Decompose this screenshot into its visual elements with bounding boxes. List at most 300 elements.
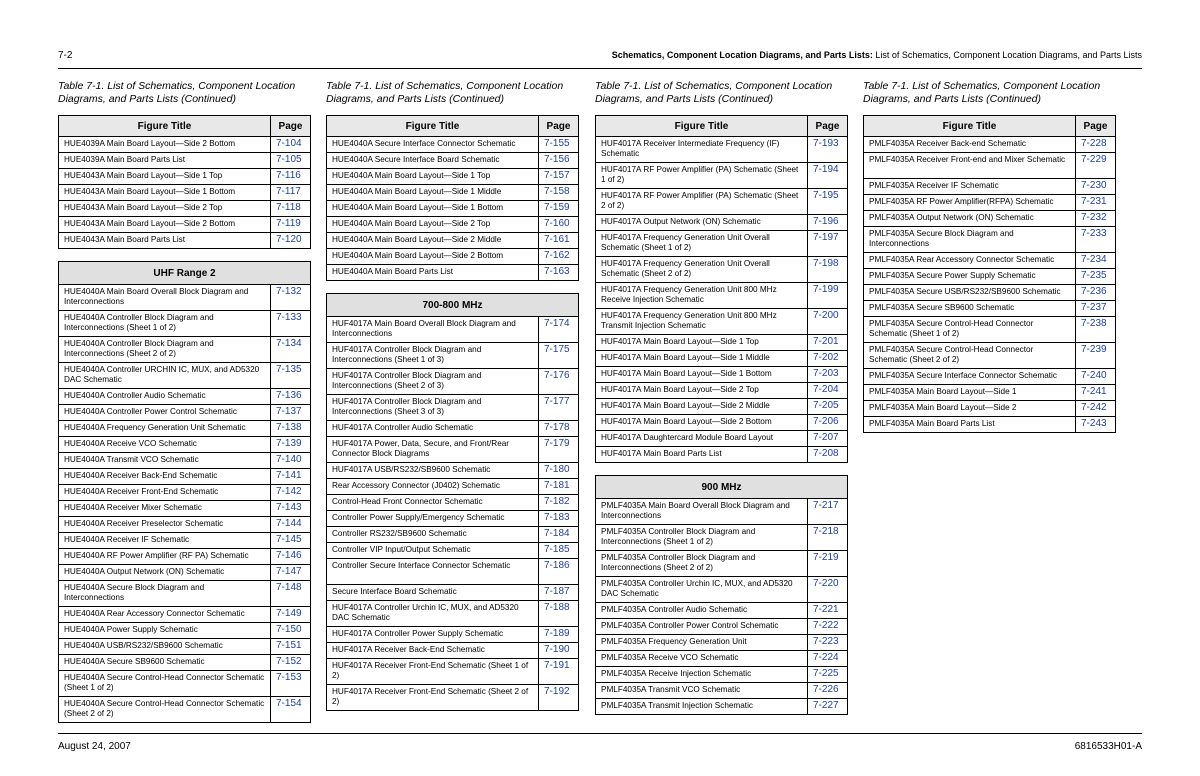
table-row xyxy=(596,551,848,577)
page-link[interactable]: 7-146 xyxy=(271,549,311,565)
table-row xyxy=(59,549,311,565)
table-row xyxy=(864,385,1116,401)
table-row xyxy=(596,351,848,367)
page-link[interactable]: 7-117 xyxy=(271,185,311,201)
table-row xyxy=(59,201,311,217)
page-link[interactable]: 7-154 xyxy=(271,697,311,723)
figure-title: PMLF4035A Transmit Injection Schematic xyxy=(596,699,808,715)
page-link[interactable]: 7-204 xyxy=(808,383,848,399)
figure-title: HUE4040A Secure Control-Head Connector Schematic (Sheet 1 of 2) xyxy=(59,671,271,697)
figure-title: HUF4017A Receiver Intermediate Frequency (IF) Schematic xyxy=(596,137,808,163)
page-link[interactable]: 7-225 xyxy=(808,667,848,683)
table-row xyxy=(596,309,848,335)
figure-title: HUE4040A Output Network (ON) Schematic xyxy=(59,565,271,581)
page-link[interactable]: 7-160 xyxy=(539,217,579,233)
table-caption: Table 7-1. List of Schematics, Component Location Diagrams, and Parts Lists (Continued) xyxy=(863,80,1101,105)
table-row xyxy=(327,601,579,627)
page-link[interactable]: 7-161 xyxy=(539,233,579,249)
figure-title: HUF4017A Frequency Generation Unit Overall Schematic (Sheet 1 of 2) xyxy=(596,231,808,257)
table-row xyxy=(864,285,1116,301)
page-link[interactable]: 7-141 xyxy=(271,469,311,485)
table-row xyxy=(327,463,579,479)
figure-list-table xyxy=(326,115,579,281)
table-row xyxy=(864,137,1116,153)
page-link[interactable]: 7-181 xyxy=(539,479,579,495)
figure-title: HUE4043A Main Board Parts List xyxy=(59,233,271,249)
page-link[interactable]: 7-219 xyxy=(808,551,848,577)
page-link[interactable]: 7-197 xyxy=(808,231,848,257)
page-link[interactable]: 7-105 xyxy=(271,153,311,169)
figure-list-table xyxy=(595,475,848,715)
table-row xyxy=(59,437,311,453)
column-header-figure-title: Figure Title xyxy=(596,116,808,137)
page-link[interactable]: 7-177 xyxy=(539,395,579,421)
table-row xyxy=(327,201,579,217)
page-link[interactable]: 7-239 xyxy=(1076,343,1116,369)
page-link[interactable]: 7-218 xyxy=(808,525,848,551)
table-row xyxy=(864,301,1116,317)
page-link[interactable]: 7-153 xyxy=(271,671,311,697)
figure-title: HUF4017A Receiver Front-End Schematic (Sheet 2 of 2) xyxy=(327,685,539,711)
page-link[interactable]: 7-200 xyxy=(808,309,848,335)
figure-title: PMLF4035A RF Power Amplifier(RFPA) Schematic xyxy=(864,195,1076,211)
figure-title: PMLF4035A Transmit VCO Schematic xyxy=(596,683,808,699)
figure-title: PMLF4035A Controller Urchin IC, MUX, and AD5320 DAC Schematic xyxy=(596,577,808,603)
figure-title: PMLF4035A Secure SB9600 Schematic xyxy=(864,301,1076,317)
figure-title: PMLF4035A Controller Block Diagram and Interconnections (Sheet 2 of 2) xyxy=(596,551,808,577)
page-link[interactable]: 7-185 xyxy=(539,543,579,559)
table-row xyxy=(59,485,311,501)
figure-title: HUE4040A Main Board Layout—Side 1 Bottom xyxy=(327,201,539,217)
figure-title: HUF4017A Controller Block Diagram and Interconnections (Sheet 1 of 3) xyxy=(327,343,539,369)
figure-title: HUF4017A Main Board Layout—Side 1 Top xyxy=(596,335,808,351)
figure-title: HUF4017A Controller Block Diagram and Interconnections (Sheet 2 of 3) xyxy=(327,369,539,395)
table-row xyxy=(59,671,311,697)
table-row xyxy=(596,137,848,163)
table-row xyxy=(327,479,579,495)
figure-title: PMLF4035A Main Board Layout—Side 1 xyxy=(864,385,1076,401)
running-header xyxy=(612,50,1142,60)
table-row xyxy=(59,623,311,639)
figure-title: HUF4017A RF Power Amplifier (PA) Schematic (Sheet 2 of 2) xyxy=(596,189,808,215)
figure-title: HUF4017A Frequency Generation Unit 800 MHz Transmit Injection Schematic xyxy=(596,309,808,335)
table-row xyxy=(327,317,579,343)
page-link[interactable]: 7-155 xyxy=(539,137,579,153)
table-row xyxy=(596,231,848,257)
table-row xyxy=(864,179,1116,195)
page-link[interactable]: 7-140 xyxy=(271,453,311,469)
page-link[interactable]: 7-179 xyxy=(539,437,579,463)
page-link[interactable]: 7-202 xyxy=(808,351,848,367)
figure-title: HUF4017A Main Board Layout—Side 2 Top xyxy=(596,383,808,399)
page-link[interactable]: 7-145 xyxy=(271,533,311,549)
page-link[interactable]: 7-116 xyxy=(271,169,311,185)
figure-title: HUF4017A Main Board Parts List xyxy=(596,447,808,463)
table-row xyxy=(327,343,579,369)
figure-title: HUF4017A RF Power Amplifier (PA) Schematic (Sheet 1 of 2) xyxy=(596,163,808,189)
table-row xyxy=(59,137,311,153)
page-link[interactable]: 7-186 xyxy=(539,559,579,585)
table-row xyxy=(596,667,848,683)
column-header-page: Page xyxy=(539,116,579,137)
table-row xyxy=(59,311,311,337)
figure-title: HUF4017A Output Network (ON) Schematic xyxy=(596,215,808,231)
page-link[interactable]: 7-235 xyxy=(1076,269,1116,285)
table-row xyxy=(59,421,311,437)
figure-title: HUE4040A Secure SB9600 Schematic xyxy=(59,655,271,671)
page-link[interactable]: 7-193 xyxy=(808,137,848,163)
figure-list-table xyxy=(58,261,311,723)
page-link[interactable]: 7-231 xyxy=(1076,195,1116,211)
table-row xyxy=(864,369,1116,385)
figure-title: HUF4017A Controller Urchin IC, MUX, and AD5320 DAC Schematic xyxy=(327,601,539,627)
page-link[interactable]: 7-157 xyxy=(539,169,579,185)
column-header-page: Page xyxy=(808,116,848,137)
header-rule xyxy=(58,68,1142,69)
footer-doc-id: 6816533H01-A xyxy=(1074,741,1142,752)
figure-title: HUE4039A Main Board Layout—Side 2 Bottom xyxy=(59,137,271,153)
table-row xyxy=(864,343,1116,369)
page-link[interactable]: 7-224 xyxy=(808,651,848,667)
figure-title: HUE4043A Main Board Layout—Side 1 Top xyxy=(59,169,271,185)
figure-title: PMLF4035A Main Board Layout—Side 2 xyxy=(864,401,1076,417)
page-link[interactable]: 7-174 xyxy=(539,317,579,343)
page-link[interactable]: 7-190 xyxy=(539,643,579,659)
figure-title: HUE4040A Controller URCHIN IC, MUX, and AD5320 DAC Schematic xyxy=(59,363,271,389)
figure-title: Controller RS232/SB9600 Schematic xyxy=(327,527,539,543)
table-row xyxy=(596,215,848,231)
table-row xyxy=(327,685,579,711)
table-row xyxy=(327,585,579,601)
figure-title: PMLF4035A Controller Block Diagram and Interconnections (Sheet 1 of 2) xyxy=(596,525,808,551)
figure-title: PMLF4035A Secure Control-Head Connector Schematic (Sheet 1 of 2) xyxy=(864,317,1076,343)
table-row xyxy=(596,603,848,619)
table-row xyxy=(327,527,579,543)
page-link[interactable]: 7-198 xyxy=(808,257,848,283)
page-link[interactable]: 7-208 xyxy=(808,447,848,463)
figure-title: HUE4040A USB/RS232/SB9600 Schematic xyxy=(59,639,271,655)
table-row xyxy=(59,169,311,185)
page-link[interactable]: 7-136 xyxy=(271,389,311,405)
page-link[interactable]: 7-203 xyxy=(808,367,848,383)
page-link[interactable]: 7-191 xyxy=(539,659,579,685)
running-header-title: List of Schematics, Component Location Diagrams, and Parts Lists xyxy=(872,50,1142,60)
table-row xyxy=(327,249,579,265)
page-link[interactable]: 7-159 xyxy=(539,201,579,217)
table-row xyxy=(59,337,311,363)
page-link[interactable]: 7-220 xyxy=(808,577,848,603)
figure-title: HUF4017A Main Board Layout—Side 2 Bottom xyxy=(596,415,808,431)
page-link[interactable]: 7-234 xyxy=(1076,253,1116,269)
table-row xyxy=(59,405,311,421)
figure-title: HUE4040A Controller Block Diagram and Interconnections (Sheet 2 of 2) xyxy=(59,337,271,363)
figure-title: HUE4040A Main Board Layout—Side 2 Middle xyxy=(327,233,539,249)
figure-title: HUF4017A Frequency Generation Unit 800 MHz Receive Injection Schematic xyxy=(596,283,808,309)
page-link[interactable]: 7-183 xyxy=(539,511,579,527)
column-header-figure-title: Figure Title xyxy=(864,116,1076,137)
figure-title: HUF4017A Controller Power Supply Schematic xyxy=(327,627,539,643)
table-row xyxy=(59,639,311,655)
table-row xyxy=(59,607,311,623)
table-row xyxy=(327,421,579,437)
figure-title: PMLF4035A Controller Audio Schematic xyxy=(596,603,808,619)
page-link[interactable]: 7-152 xyxy=(271,655,311,671)
table-row xyxy=(59,655,311,671)
figure-title: HUF4017A Power, Data, Secure, and Front/Rear Connector Block Diagrams xyxy=(327,437,539,463)
figure-list-table xyxy=(863,115,1116,433)
figure-title: Control-Head Front Connector Schematic xyxy=(327,495,539,511)
page-link[interactable]: 7-236 xyxy=(1076,285,1116,301)
page-link[interactable]: 7-243 xyxy=(1076,417,1116,433)
page-link[interactable]: 7-180 xyxy=(539,463,579,479)
figure-title: HUE4040A Secure Block Diagram and Interconnections xyxy=(59,581,271,607)
page-link[interactable]: 7-192 xyxy=(539,685,579,711)
page-link[interactable]: 7-207 xyxy=(808,431,848,447)
page-link[interactable]: 7-233 xyxy=(1076,227,1116,253)
table-row xyxy=(864,317,1116,343)
table-row xyxy=(327,659,579,685)
page-link[interactable]: 7-194 xyxy=(808,163,848,189)
table-row xyxy=(596,283,848,309)
figure-title: PMLF4035A Main Board Overall Block Diagram and Interconnections xyxy=(596,499,808,525)
table-row xyxy=(59,363,311,389)
page-link[interactable]: 7-227 xyxy=(808,699,848,715)
footer-rule xyxy=(58,733,1142,734)
table-row xyxy=(596,189,848,215)
page-link[interactable]: 7-156 xyxy=(539,153,579,169)
table-column xyxy=(595,80,847,727)
figure-title: PMLF4035A Secure Interface Connector Schematic xyxy=(864,369,1076,385)
figure-list-table xyxy=(58,115,311,249)
figure-title: HUF4017A Frequency Generation Unit Overall Schematic (Sheet 2 of 2) xyxy=(596,257,808,283)
page-link[interactable]: 7-188 xyxy=(539,601,579,627)
page-link[interactable]: 7-175 xyxy=(539,343,579,369)
table-row xyxy=(327,395,579,421)
section-header: 900 MHz xyxy=(596,476,848,499)
figure-list-table xyxy=(595,115,848,463)
table-row xyxy=(596,699,848,715)
figure-title: HUE4040A Controller Audio Schematic xyxy=(59,389,271,405)
table-caption: Table 7-1. List of Schematics, Component Location Diagrams, and Parts Lists (Continued) xyxy=(58,80,296,105)
table-row xyxy=(59,389,311,405)
table-row xyxy=(596,415,848,431)
page-link[interactable]: 7-184 xyxy=(539,527,579,543)
figure-title: HUE4040A Receive VCO Schematic xyxy=(59,437,271,453)
running-header-section: Schematics, Component Location Diagrams, and Parts Lists: xyxy=(611,50,873,60)
figure-title: HUE4040A Receiver IF Schematic xyxy=(59,533,271,549)
figure-title: PMLF4035A Receive Injection Schematic xyxy=(596,667,808,683)
figure-title: PMLF4035A Secure Control-Head Connector Schematic (Sheet 2 of 2) xyxy=(864,343,1076,369)
column-header-figure-title: Figure Title xyxy=(59,116,271,137)
table-row xyxy=(59,533,311,549)
figure-title: PMLF4035A Receiver IF Schematic xyxy=(864,179,1076,195)
page-link[interactable]: 7-149 xyxy=(271,607,311,623)
table-row xyxy=(59,233,311,249)
table-row xyxy=(864,211,1116,227)
figure-title: HUE4040A Main Board Parts List xyxy=(327,265,539,281)
figure-title: HUE4043A Main Board Layout—Side 2 Bottom xyxy=(59,217,271,233)
table-row xyxy=(596,399,848,415)
table-row xyxy=(596,525,848,551)
page-link[interactable]: 7-187 xyxy=(539,585,579,601)
figure-title: HUE4043A Main Board Layout—Side 2 Top xyxy=(59,201,271,217)
page-link[interactable]: 7-148 xyxy=(271,581,311,607)
figure-title: HUF4017A Main Board Overall Block Diagram and Interconnections xyxy=(327,317,539,343)
page-link[interactable]: 7-228 xyxy=(1076,137,1116,153)
page-link[interactable]: 7-139 xyxy=(271,437,311,453)
figure-title: HUF4017A Controller Audio Schematic xyxy=(327,421,539,437)
page-link[interactable]: 7-176 xyxy=(539,369,579,395)
table-row xyxy=(327,265,579,281)
page-link[interactable]: 7-134 xyxy=(271,337,311,363)
table-row xyxy=(327,185,579,201)
table-row xyxy=(59,697,311,723)
page-link[interactable]: 7-104 xyxy=(271,137,311,153)
page-link[interactable]: 7-178 xyxy=(539,421,579,437)
table-row xyxy=(59,185,311,201)
page-link[interactable]: 7-232 xyxy=(1076,211,1116,227)
table-row xyxy=(59,153,311,169)
figure-title: HUE4040A Main Board Layout—Side 2 Bottom xyxy=(327,249,539,265)
page-link[interactable]: 7-163 xyxy=(539,265,579,281)
figure-title: HUE4040A Receiver Back-End Schematic xyxy=(59,469,271,485)
page-link[interactable]: 7-135 xyxy=(271,363,311,389)
page-link[interactable]: 7-242 xyxy=(1076,401,1116,417)
table-row xyxy=(864,153,1116,179)
table-row xyxy=(327,495,579,511)
table-row xyxy=(327,511,579,527)
figure-title: PMLF4035A Rear Accessory Connector Schematic xyxy=(864,253,1076,269)
table-row xyxy=(596,577,848,603)
page-link[interactable]: 7-222 xyxy=(808,619,848,635)
table-row xyxy=(327,153,579,169)
table-row xyxy=(59,217,311,233)
page-link[interactable]: 7-150 xyxy=(271,623,311,639)
figure-title: PMLF4035A Secure Block Diagram and Interconnections xyxy=(864,227,1076,253)
table-row xyxy=(327,437,579,463)
table-row xyxy=(596,651,848,667)
page-link[interactable]: 7-221 xyxy=(808,603,848,619)
page-link[interactable]: 7-133 xyxy=(271,311,311,337)
page-link[interactable]: 7-229 xyxy=(1076,153,1116,179)
page-link[interactable]: 7-205 xyxy=(808,399,848,415)
page-link[interactable]: 7-189 xyxy=(539,627,579,643)
page-link[interactable]: 7-162 xyxy=(539,249,579,265)
page-link[interactable]: 7-217 xyxy=(808,499,848,525)
page-link[interactable]: 7-132 xyxy=(271,285,311,311)
page-link[interactable]: 7-137 xyxy=(271,405,311,421)
page-link[interactable]: 7-182 xyxy=(539,495,579,511)
page-link[interactable]: 7-120 xyxy=(271,233,311,249)
table-row xyxy=(864,195,1116,211)
figure-title: HUE4040A Rear Accessory Connector Schematic xyxy=(59,607,271,623)
page-link[interactable]: 7-196 xyxy=(808,215,848,231)
figure-title: HUE4040A Main Board Layout—Side 2 Top xyxy=(327,217,539,233)
figure-title: HUE4040A RF Power Amplifier (RF PA) Schematic xyxy=(59,549,271,565)
table-row xyxy=(596,683,848,699)
table-column xyxy=(326,80,578,723)
figure-title: HUE4043A Main Board Layout—Side 1 Bottom xyxy=(59,185,271,201)
page-link[interactable]: 7-147 xyxy=(271,565,311,581)
table-row xyxy=(596,367,848,383)
table-row xyxy=(864,253,1116,269)
table-row xyxy=(327,169,579,185)
table-row xyxy=(59,517,311,533)
page-link[interactable]: 7-201 xyxy=(808,335,848,351)
section-header: 700-800 MHz xyxy=(327,294,579,317)
page-link[interactable]: 7-142 xyxy=(271,485,311,501)
figure-list-table xyxy=(326,293,579,711)
figure-title: HUE4040A Receiver Front-End Schematic xyxy=(59,485,271,501)
table-row xyxy=(327,217,579,233)
page-link[interactable]: 7-223 xyxy=(808,635,848,651)
table-row xyxy=(327,627,579,643)
figure-title: HUF4017A USB/RS232/SB9600 Schematic xyxy=(327,463,539,479)
page-link[interactable]: 7-118 xyxy=(271,201,311,217)
table-row xyxy=(327,543,579,559)
figure-title: HUF4017A Receiver Front-End Schematic (Sheet 1 of 2) xyxy=(327,659,539,685)
figure-title: HUE4040A Main Board Overall Block Diagram and Interconnections xyxy=(59,285,271,311)
figure-title: HUE4040A Secure Interface Board Schematic xyxy=(327,153,539,169)
page-link[interactable]: 7-151 xyxy=(271,639,311,655)
table-row xyxy=(596,499,848,525)
table-row xyxy=(596,163,848,189)
table-row xyxy=(327,559,579,585)
table-row xyxy=(59,453,311,469)
table-row xyxy=(864,227,1116,253)
footer-date: August 24, 2007 xyxy=(58,741,131,752)
page-link[interactable]: 7-230 xyxy=(1076,179,1116,195)
page-link[interactable]: 7-119 xyxy=(271,217,311,233)
page-link[interactable]: 7-158 xyxy=(539,185,579,201)
page-link[interactable]: 7-144 xyxy=(271,517,311,533)
figure-title: HUE4040A Main Board Layout—Side 1 Middle xyxy=(327,185,539,201)
table-column xyxy=(863,80,1115,445)
figure-title: PMLF4035A Output Network (ON) Schematic xyxy=(864,211,1076,227)
table-row xyxy=(596,619,848,635)
page-link[interactable]: 7-240 xyxy=(1076,369,1116,385)
table-row xyxy=(327,643,579,659)
page-link[interactable]: 7-143 xyxy=(271,501,311,517)
figure-title: PMLF4035A Receiver Back-end Schematic xyxy=(864,137,1076,153)
page-link[interactable]: 7-238 xyxy=(1076,317,1116,343)
figure-title: PMLF4035A Secure Power Supply Schematic xyxy=(864,269,1076,285)
figure-title: HUE4040A Main Board Layout—Side 1 Top xyxy=(327,169,539,185)
page-link[interactable]: 7-237 xyxy=(1076,301,1116,317)
column-header-figure-title: Figure Title xyxy=(327,116,539,137)
table-column xyxy=(58,80,310,735)
section-header: UHF Range 2 xyxy=(59,262,311,285)
figure-title: HUF4017A Main Board Layout—Side 2 Middle xyxy=(596,399,808,415)
table-row xyxy=(59,469,311,485)
table-row xyxy=(596,431,848,447)
page-link[interactable]: 7-195 xyxy=(808,189,848,215)
page-link[interactable]: 7-199 xyxy=(808,283,848,309)
page-link[interactable]: 7-241 xyxy=(1076,385,1116,401)
figure-title: HUE4040A Controller Power Control Schematic xyxy=(59,405,271,421)
figure-title: HUE4040A Receiver Preselector Schematic xyxy=(59,517,271,533)
figure-title: HUF4017A Controller Block Diagram and Interconnections (Sheet 3 of 3) xyxy=(327,395,539,421)
page-link[interactable]: 7-138 xyxy=(271,421,311,437)
table-row xyxy=(596,447,848,463)
figure-title: HUF4017A Main Board Layout—Side 1 Bottom xyxy=(596,367,808,383)
page-link[interactable]: 7-226 xyxy=(808,683,848,699)
table-row xyxy=(59,285,311,311)
page-link[interactable]: 7-206 xyxy=(808,415,848,431)
figure-title: Secure Interface Board Schematic xyxy=(327,585,539,601)
column-header-page: Page xyxy=(1076,116,1116,137)
table-row xyxy=(596,383,848,399)
